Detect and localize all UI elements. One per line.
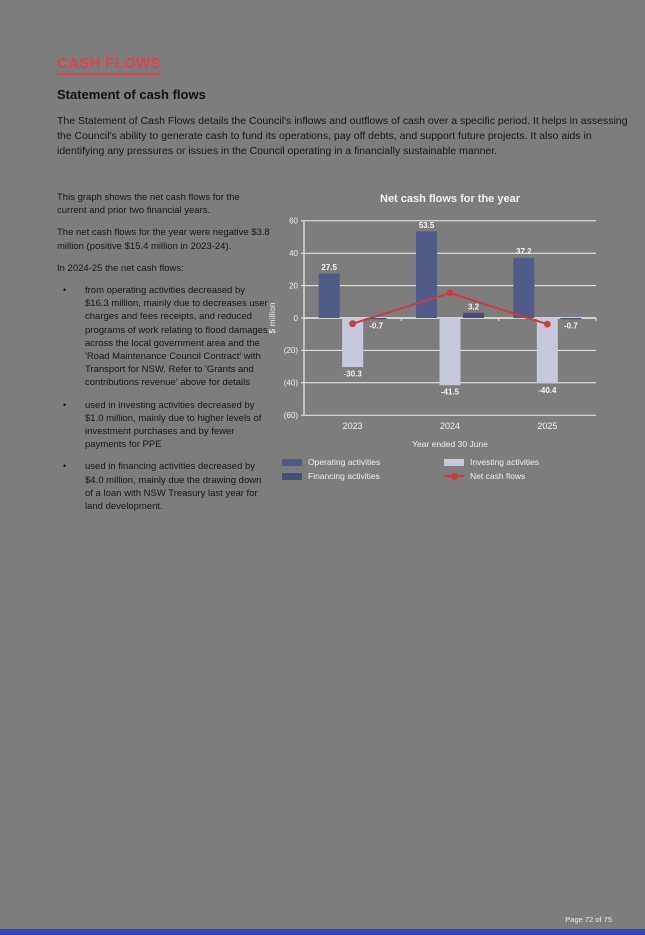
net-marker-2024 [447, 290, 454, 297]
footer-bar [0, 929, 645, 935]
legend-label: Operating activities [308, 457, 381, 467]
legend-label: Net cash flows [470, 471, 526, 481]
bar-value-label: 53.5 [418, 220, 435, 230]
legend-label: Investing activities [470, 457, 539, 467]
list-item [57, 460, 271, 513]
net-marker-2023 [349, 320, 356, 327]
legend-item-net-cash-flows [444, 471, 612, 481]
bullet-text: used in financing activities decreased by $4.0 million, mainly due the drawing down of a loan with NSW Treasury last year for land development. [85, 461, 262, 513]
x-category-label: 2025 [537, 421, 558, 431]
bar-value-label: -0.7 [369, 321, 384, 331]
bullet-marker: • [63, 399, 67, 410]
net-marker-2025 [544, 321, 551, 328]
legend-item-investing [444, 457, 612, 467]
intro-paragraph: The Statement of Cash Flows details the Council's inflows and outflows of cash over a specific period. It helps in assessing the Council's ability to generate cash to fund its operations, pay off debts, and support future projects. It also aids in identifying any pressures or issues in the Council operating in a financially sustainable manner. [57, 115, 628, 157]
y-tick-label: 60 [289, 216, 298, 226]
y-tick-label: (60) [283, 411, 298, 420]
bar-investing-activities-2024 [440, 318, 461, 385]
sidebar-notes [57, 191, 271, 522]
bar-operating-activities-2023 [319, 273, 340, 318]
legend-item-operating [282, 457, 444, 467]
list-item [57, 284, 271, 390]
bar-value-label: 27.5 [321, 262, 337, 272]
x-category-label: 2023 [342, 421, 363, 431]
note-paragraph-3: In 2024-25 the net cash flows: [57, 262, 184, 274]
x-category-label: 2024 [439, 421, 461, 431]
chart-title: Net cash flows for the year [380, 193, 520, 205]
bar-operating-activities-2025 [513, 258, 534, 318]
y-axis-title: $ million [267, 302, 277, 334]
investing-swatch [444, 459, 464, 466]
section-title: Statement of cash flows [57, 87, 206, 102]
bar-operating-activities-2024 [416, 231, 437, 318]
bullet-marker: • [63, 461, 67, 472]
x-axis-title: Year ended 30 June [412, 439, 488, 449]
net-marker-icon [451, 473, 458, 480]
bar-value-label: -40.4 [538, 385, 557, 395]
y-tick-label: 40 [289, 249, 298, 258]
bar-financing-activities-2025 [560, 318, 581, 319]
page-number: Page 72 of 75 [565, 915, 612, 924]
bar-value-label: 3.2 [467, 302, 480, 312]
bullet-text: used in investing activities decreased by $1.0 million, mainly due to higher levels of investment purchases and by fewer payments for PPE [85, 399, 262, 451]
bar-investing-activities-2025 [537, 318, 558, 383]
y-tick-label: (40) [283, 378, 298, 388]
legend-item-financing [282, 471, 444, 481]
bullet-marker: • [63, 285, 67, 296]
bar-value-label: 37.2 [516, 247, 532, 257]
y-tick-label: 0 [293, 313, 298, 323]
list-item [57, 399, 271, 452]
financing-swatch [282, 473, 302, 480]
bar-value-label: -41.5 [440, 387, 460, 397]
net-line-swatch [444, 475, 464, 477]
bar-value-label: -0.7 [563, 321, 578, 331]
legend-label: Financing activities [308, 471, 380, 481]
operating-swatch [282, 459, 302, 466]
bullet-text: from operating activities decreased by $16.3 million, mainly due to decreases user charges and fees receipts, and reduced programs of work relating to flood damages across the local government area and the 'Road Maintenance Council Contract' with Transport for NSW. Refer to 'Grants and contributions revenue' above for details [85, 285, 268, 389]
page-title: CASH FLOWS [57, 55, 161, 75]
chart-canvas [266, 209, 602, 453]
note-paragraph-2: The net cash flows for the year were negative $3.8 million (positive $15.4 million in 2023-24). [57, 227, 270, 252]
chart-legend [282, 457, 612, 481]
bar-financing-activities-2024 [463, 313, 484, 318]
y-tick-label: 20 [289, 281, 298, 291]
y-tick-label: (20) [283, 346, 298, 356]
note-paragraph-1: This graph shows the net cash flows for the current and prior two financial years. [57, 192, 240, 217]
notes-list [57, 284, 271, 513]
bar-value-label: -30.3 [343, 369, 362, 379]
